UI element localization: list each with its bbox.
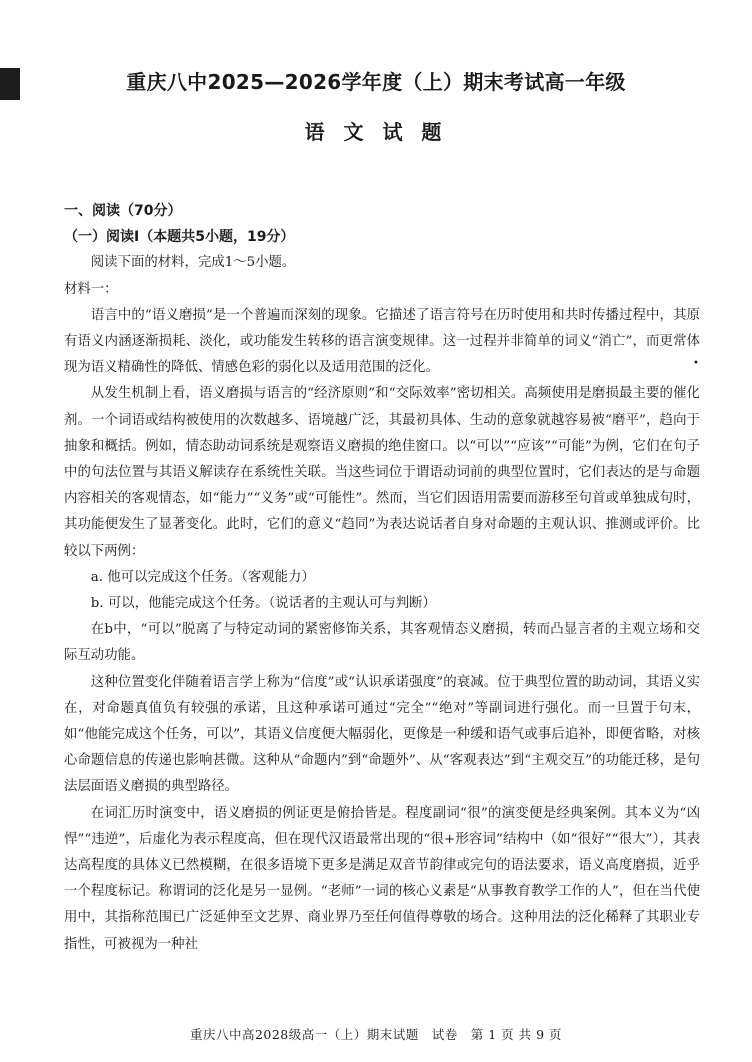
exam-body	[64, 198, 700, 958]
paragraph-5: 在词汇历时演变中，语义磨损的例证更是俯拾皆是。程度副词“很”的演变便是经典案例。其本义为“凶悍”“违逆”，后虚化为表示程度高，但在现代汉语最常出现的“很+形容词”结构中（如“很好”“很大”），其表达高程度的具体义已然模糊，在很多语境下更多是满足双音节韵律或完句的语法要求，语义高度磨损，近乎一个程度标记。称谓词的泛化是另一显例。“老师”一词的核心义素是“从事教育教学工作的人”，但在当代使用中，其指称范围已广泛延伸至文艺界、商业界乃至任何值得尊敬的场合。这种用法的泛化稀释了其职业专指性，可被视为一种社	[64, 805, 700, 952]
subject-title: 语 文 试 题	[304, 120, 448, 144]
paragraph-1: 语言中的“语义磨损”是一个普遍而深刻的现象。它描述了语言符号在历时使用和共时传播过程中，其原有语义内涵逐渐损耗、淡化，或功能发生转移的语言演变规律。这一过程并非简单的词义“消亡”，而更常体现为语义精确性的降低、情感色彩的弱化以及适用范围的泛化。	[64, 307, 700, 376]
example-b: b. 可以，他能完成这个任务。（说话者的主观认可与判断）	[90, 596, 436, 612]
margin-dot: •	[693, 358, 699, 369]
page-footer: 重庆八中高2028级高一（上）期末试题 试卷 第 1 页 共 9 页	[189, 1027, 563, 1042]
subsection-heading: （一）阅读Ⅰ（本题共5小题，19分）	[64, 229, 295, 246]
paragraph-3: 在b中，“可以”脱离了与特定动词的紧密修饰关系，其客观情态义磨损，转而凸显言者的主观立场和交际互动功能。	[64, 622, 700, 664]
example-a: a. 他可以完成这个任务。（客观能力）	[90, 569, 315, 585]
exam-title: 重庆八中2025—2026学年度（上）期末考试高一年级	[126, 70, 626, 94]
paragraph-2: 从发生机制上看，语义磨损与语言的“经济原则”和“交际效率”密切相关。高频使用是磨损最主要的催化剂。一个词语或结构被使用的次数越多、语境越广泛，其最初具体、生动的意象就越容易被“磨平”，趋向于抽象和概括。例如，情态助动词系统是观察语义磨损的绝佳窗口。以“可以”“应该”“可能”为例，它们在句子中的句法位置与其语义解读存在系统性关联。当这些词位于谓语动词前的典型位置时，它们表达的是与命题内容相关的客观情态，如“能力”“义务”或“可能性”。然而，当它们因语用需要而游移至句首或单独成句时，其功能便发生了显著变化。此时，它们的意义“趋同”为表达说话者自身对命题的主观认识、推测或评价。比较以下两例：	[64, 386, 700, 559]
reading-instruction: 阅读下面的材料，完成1～5小题。	[90, 255, 296, 271]
paragraph-4: 这种位置变化伴随着语言学上称为“信度”或“认识承诺强度”的衰减。位于典型位置的助动词，其语义实在，对命题真值负有较强的承诺，且这种承诺可通过“完全”“绝对”等副词进行强化。而一旦置于句末，如“他能完成这个任务，可以”，其语义信度便大幅弱化，更像是一种缓和语气或事后追补，即便省略，对核心命题信息的传递也影响甚微。这种从“命题内”到“命题外”、从“客观表达”到“主观交互”的功能迁移，是句法层面语义磨损的典型路径。	[64, 674, 700, 795]
material-label: 材料一：	[64, 281, 118, 297]
section-heading: 一、阅读（70分）	[64, 203, 182, 219]
